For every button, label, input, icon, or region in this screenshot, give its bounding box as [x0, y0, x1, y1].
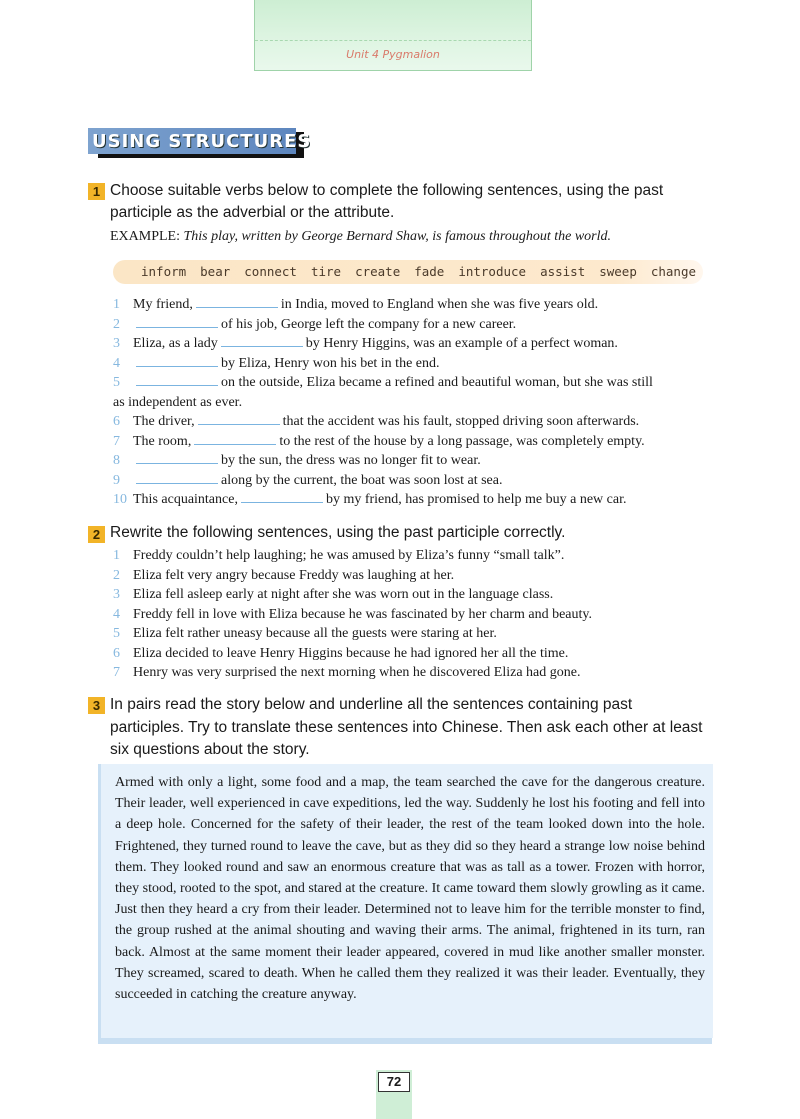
item-text-after: on the outside, Eliza became a refined and beautiful woman, but she was still	[221, 375, 653, 390]
item-number: 4	[113, 355, 120, 371]
unit-header	[254, 0, 532, 71]
item-number: 1	[113, 548, 120, 563]
item-number: 1	[113, 297, 120, 312]
item-text: Freddy couldn’t help laughing; he was amused by Eliza’s funny “small talk”.	[133, 548, 565, 563]
exercise-2-number: 2	[88, 526, 105, 543]
word-option: connect	[244, 264, 297, 279]
item-text: Eliza felt very angry because Freddy was laughing at her.	[133, 567, 455, 583]
exercise-3-number: 3	[88, 697, 105, 714]
list-item-continuation: as independent as ever.	[113, 394, 243, 410]
list-item	[113, 451, 653, 471]
example-label: EXAMPLE:	[110, 229, 180, 244]
item-text-before: This acquaintance,	[133, 492, 238, 507]
item-number: 6	[113, 645, 120, 661]
item-text-before: The driver,	[133, 414, 195, 429]
header-divider	[255, 40, 531, 41]
item-text-after: that the accident was his fault, stopped driving soon afterwards.	[282, 414, 640, 429]
list-item	[113, 566, 592, 586]
list-item	[113, 315, 653, 335]
exercise-1-instruction: Choose suitable verbs below to complete the following sentences, using the past participle as the adverbial or the attribute.	[110, 182, 664, 221]
word-option: tire	[310, 264, 342, 279]
blank-line[interactable]	[198, 412, 280, 425]
item-number: 5	[113, 626, 120, 641]
exercise-1-list	[113, 295, 653, 510]
list-item	[113, 432, 653, 452]
item-text-before: The room,	[133, 433, 192, 449]
word-box	[113, 260, 703, 284]
list-item	[113, 585, 592, 605]
blank-line[interactable]	[194, 432, 276, 445]
blank-line[interactable]	[136, 451, 218, 464]
list-item	[113, 354, 653, 374]
item-number: 10	[113, 492, 127, 507]
exercise-3-instruction: In pairs read the story below and underline all the sentences containing past participles. Try to translate these sentences into Chinese. Then ask each other at least six questions about the story.	[110, 696, 703, 758]
item-text: Eliza felt rather uneasy because all the guests were staring at her.	[133, 626, 497, 641]
item-number: 7	[113, 665, 120, 680]
page-number: 72	[378, 1072, 410, 1092]
word-option: introduce	[458, 264, 527, 279]
page-number-tab	[376, 1070, 412, 1119]
word-option: fade	[414, 264, 445, 279]
item-number: 9	[113, 472, 120, 488]
list-item	[113, 663, 592, 683]
item-text: Eliza decided to leave Henry Higgins because he had ignored her all the time.	[133, 645, 569, 661]
item-text-after: by Eliza, Henry won his bet in the end.	[221, 355, 440, 371]
list-item	[113, 644, 592, 664]
exercise-1-number: 1	[88, 183, 105, 200]
item-text-after: along by the current, the boat was soon lost at sea.	[221, 472, 503, 488]
blank-line[interactable]	[196, 295, 278, 308]
list-item	[113, 412, 653, 432]
blank-line[interactable]	[136, 373, 218, 386]
word-list	[141, 264, 710, 279]
item-text-after: of his job, George left the company for a new career.	[221, 316, 517, 332]
exercise-2-list	[113, 546, 592, 683]
word-option: create	[355, 264, 401, 279]
list-item	[113, 624, 592, 644]
example-line	[110, 229, 611, 245]
word-option: assist	[540, 264, 586, 279]
story-box	[98, 764, 713, 1038]
item-text-after: by Henry Higgins, was an example of a perfect woman.	[305, 336, 618, 351]
blank-line[interactable]	[136, 354, 218, 367]
item-text-after: to the rest of the house by a long passage, was completely empty.	[279, 433, 645, 449]
list-item	[113, 373, 653, 393]
word-option: inform	[141, 264, 187, 279]
list-item	[113, 490, 653, 510]
word-option: change	[650, 264, 697, 279]
section-banner	[88, 128, 312, 158]
section-title: USING STRUCTURES	[92, 131, 312, 152]
item-text: Henry was very surprised the next morning when he discovered Eliza had gone.	[133, 665, 581, 680]
item-text-before: Eliza, as a lady	[133, 336, 218, 351]
list-item	[113, 334, 653, 354]
unit-title: Unit 4 Pygmalion	[346, 48, 440, 61]
item-number: 2	[113, 567, 120, 583]
item-text: Freddy fell in love with Eliza because he was fascinated by her charm and beauty.	[133, 606, 592, 622]
list-item	[113, 471, 653, 491]
item-text-after: in India, moved to England when she was five years old.	[280, 297, 599, 312]
item-number: 7	[113, 433, 120, 449]
blank-line[interactable]	[221, 334, 303, 347]
blank-line[interactable]	[136, 315, 218, 328]
item-number: 2	[113, 316, 120, 332]
item-text: Eliza fell asleep early at night after she was worn out in the language class.	[133, 587, 554, 602]
list-item	[113, 605, 592, 625]
item-text-before: My friend,	[133, 297, 193, 312]
item-text-after: by my friend, has promised to help me buy a new car.	[325, 492, 627, 507]
item-number: 3	[113, 336, 120, 351]
item-number: 4	[113, 606, 120, 622]
item-text-after: by the sun, the dress was no longer fit to wear.	[221, 453, 481, 468]
word-option: sweep	[599, 264, 637, 279]
story-text: Armed with only a light, some food and a map, the team searched the cave for the dangerous creature. Their leader, well experienced in cave expeditions, led the way. Suddenly he lost his footing and fell into a deep hole. Concerned for the safety of their leader, the rest of the team looked down into the hole. Frightened, they turned round to leave the cave, but as they did so they heard a strange low noise behind them. They looked round and saw an enormous creature that was as tall as a tower. Frozen with horror, they stood, rooted to the spot, and stared at the creature. It came toward them slowly growling as it came. Just then they heard a cry from their leader. Determined not to leave him for the terrible monster to find, the group rushed at the animal shouting and waving their arms. The animal, frightened in its turn, ran back. Almost at the same moment their leader appeared, covered in mud like another smaller monster. They screamed, scared to death. When he called them they realized it was their leader. Eventually, they succeeded in catching the creature anyway.	[115, 775, 705, 1003]
list-item	[113, 295, 653, 315]
example-sentence: This play, written by George Bernard Shaw, is famous throughout the world.	[183, 229, 612, 244]
blank-line[interactable]	[136, 471, 218, 484]
exercise-2-instruction: Rewrite the following sentences, using the past participle correctly.	[110, 524, 566, 541]
blank-line[interactable]	[241, 490, 323, 503]
item-number: 6	[113, 414, 120, 429]
item-number: 5	[113, 375, 120, 390]
item-number: 3	[113, 587, 120, 602]
item-number: 8	[113, 453, 120, 468]
list-item	[113, 546, 592, 566]
word-option: bear	[200, 264, 231, 279]
